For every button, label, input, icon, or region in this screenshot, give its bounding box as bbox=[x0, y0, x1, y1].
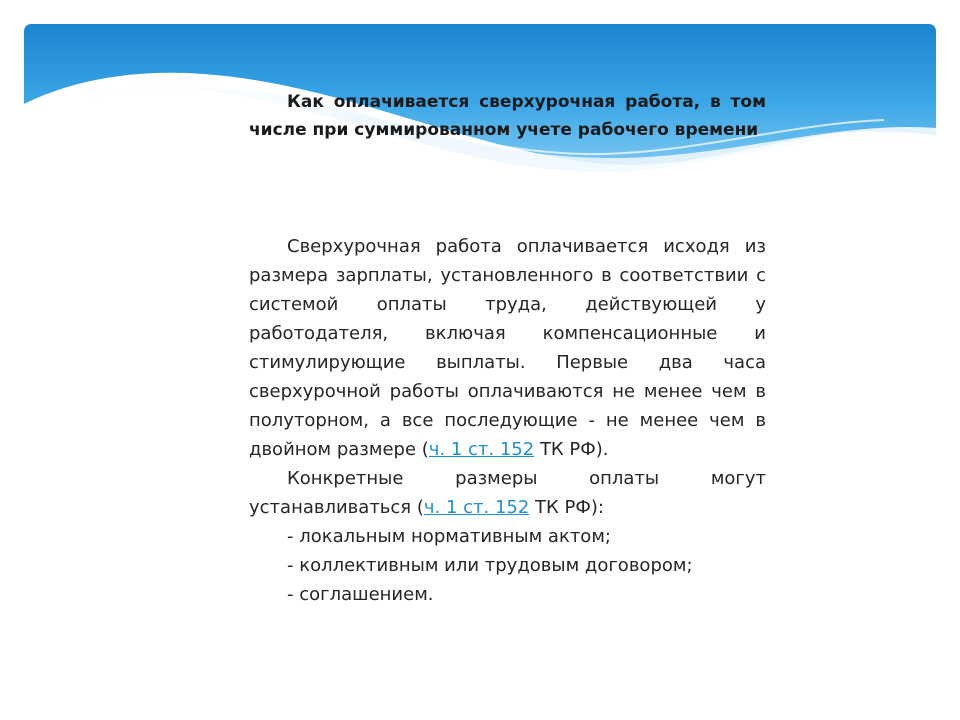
slide-title: Как оплачивается сверхурочная работа, в том числе при суммированном учете рабочего времени bbox=[249, 92, 766, 140]
paragraph-specific-amounts bbox=[249, 464, 766, 522]
paragraph-suffix: ТК РФ). bbox=[534, 439, 609, 460]
list-item: - коллективным или трудовым договором; bbox=[287, 555, 693, 576]
paragraph-overtime-pay bbox=[249, 232, 766, 464]
paragraph-suffix: ТК РФ): bbox=[529, 497, 604, 518]
paragraph-text: Конкретные размеры оплаты могут устанавливаться ( bbox=[249, 468, 766, 518]
list-item: - соглашением. bbox=[287, 584, 434, 605]
slide-body bbox=[249, 232, 766, 609]
law-reference-link[interactable]: ч. 1 ст. 152 bbox=[428, 439, 535, 460]
paragraph-text: Сверхурочная работа оплачивается исходя из размера зарплаты, установленного в соответствии с системой оплаты труда, действующей у работодателя, включая компенсационные и стимулирующие выплаты. Первые два часа сверхурочной работы оплачиваются не менее чем в полуторном, а все последующие - не менее чем в двойном размере ( bbox=[249, 236, 766, 460]
list-item: - локальным нормативным актом; bbox=[287, 526, 611, 547]
law-reference-link[interactable]: ч. 1 ст. 152 bbox=[423, 497, 530, 518]
